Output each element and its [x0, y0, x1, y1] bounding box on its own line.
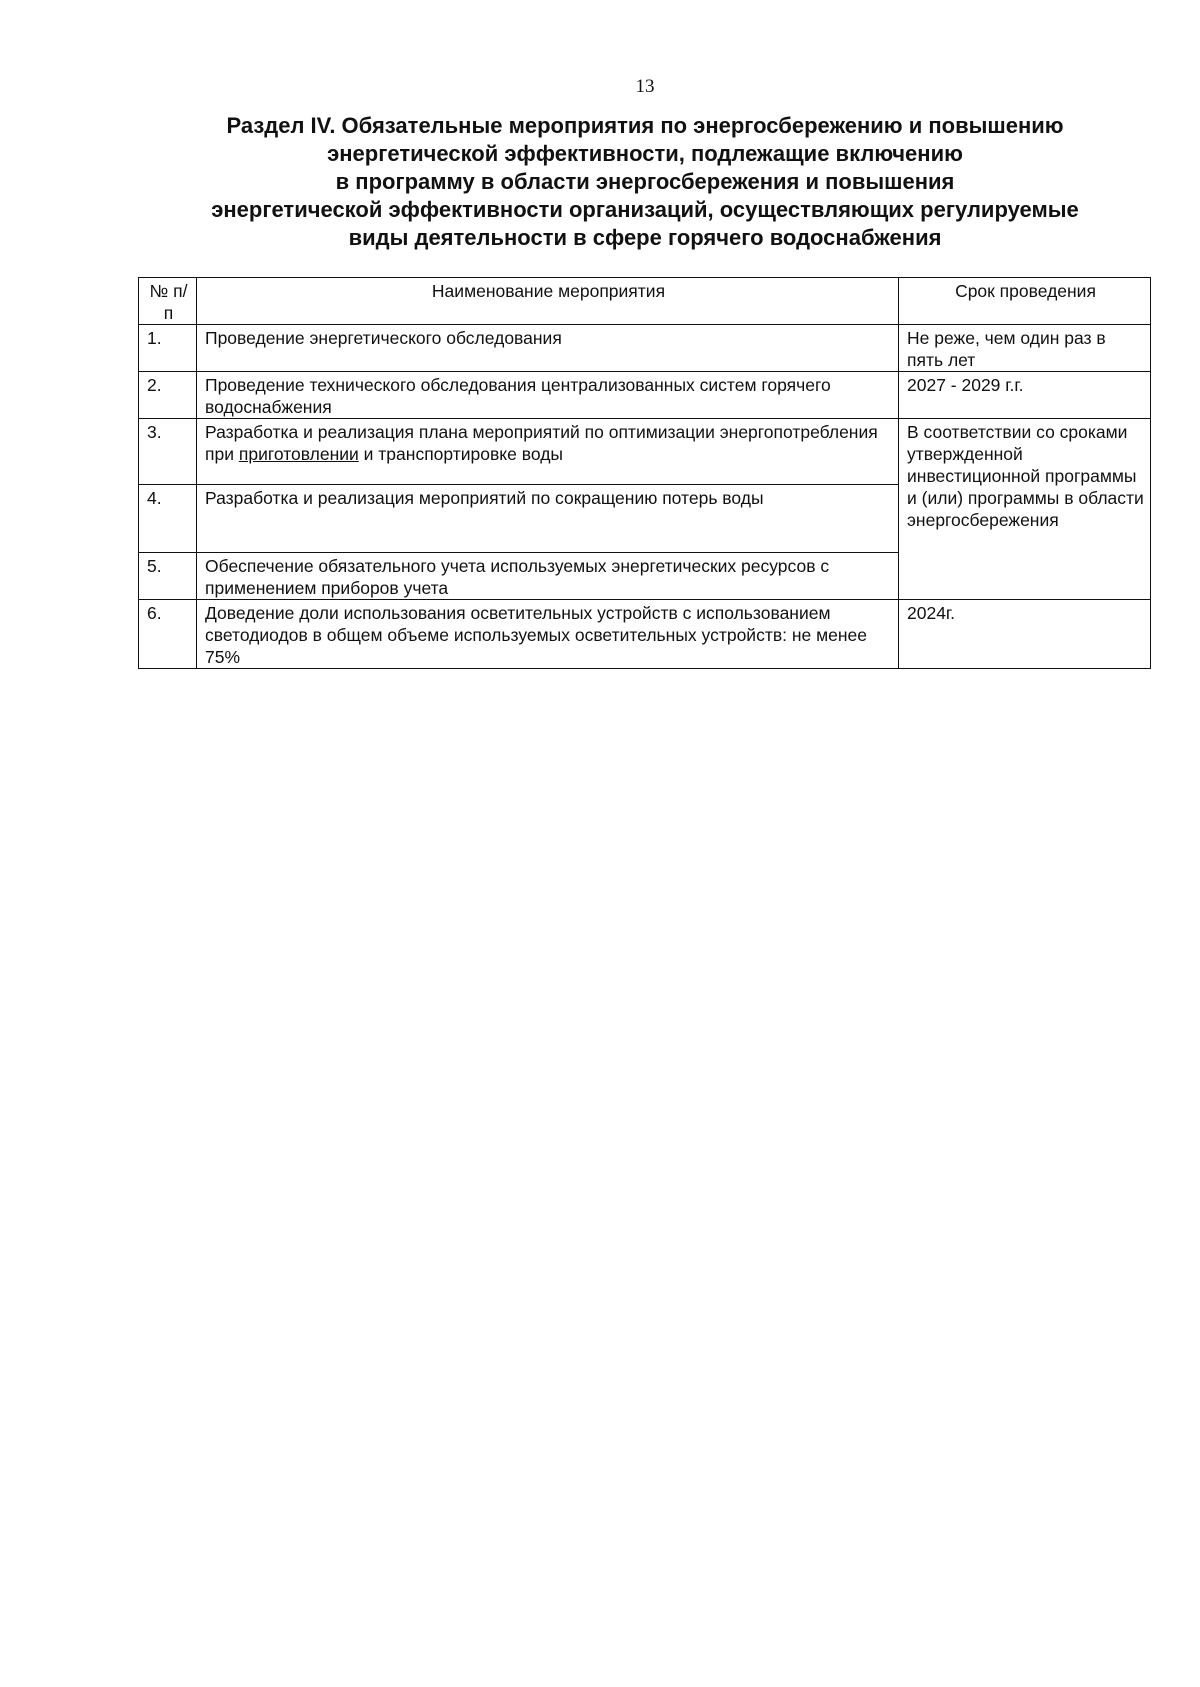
table-row	[139, 325, 1151, 372]
table-row	[139, 419, 1151, 485]
row-term-merged: В соответствии со сроками утвержденной инвестиционной программы и (или) программы в области энергосбережения	[899, 419, 1151, 600]
row-number: 3.	[139, 419, 197, 485]
row-measure-name-part: и транспортировке воды	[358, 444, 563, 464]
section-title-line: в программу в области энергосбережения и повышения	[335, 169, 955, 194]
row-measure-name: Доведение доли использования осветительных устройств с использованием светодиодов в общем объеме используемых осветительных устройств: не менее 75%	[197, 600, 899, 669]
row-term: 2027 - 2029 г.г.	[899, 372, 1151, 419]
row-measure-name: Обеспечение обязательного учета используемых энергетических ресурсов с применением приборов учета	[197, 553, 899, 600]
row-measure-name: Разработка и реализация мероприятий по сокращению потерь воды	[197, 485, 899, 553]
row-number: 4.	[139, 485, 197, 553]
header-measure-name: Наименование мероприятия	[197, 278, 899, 325]
header-term: Срок проведения	[899, 278, 1151, 325]
section-title-line: энергетической эффективности, подлежащие включению	[327, 141, 963, 166]
section-title	[150, 112, 1140, 252]
section-title-line: энергетической эффективности организаций, осуществляющих регулируемые	[211, 197, 1079, 222]
page-number: 13	[635, 76, 655, 97]
row-term: 2024г.	[899, 600, 1151, 669]
row-term: Не реже, чем один раз в пять лет	[899, 325, 1151, 372]
measures-table	[138, 277, 1151, 669]
row-number: 1.	[139, 325, 197, 372]
row-measure-name-part: Разработка и реализация плана мероприятий по оптимизации энергопотребления при	[205, 422, 878, 464]
section-title-line: Раздел IV. Обязательные мероприятия по энергосбережению и повышению	[226, 113, 1064, 138]
table-row	[139, 372, 1151, 419]
row-measure-name-underlined: приготовлении	[238, 444, 359, 464]
row-measure-name: Проведение энергетического обследования	[197, 325, 899, 372]
table-header-row	[139, 278, 1151, 325]
table-row	[139, 600, 1151, 669]
row-number: 2.	[139, 372, 197, 419]
row-measure-name: Проведение технического обследования централизованных систем горячего водоснабжения	[197, 372, 899, 419]
section-title-line: виды деятельности в сфере горячего водоснабжения	[348, 225, 942, 250]
header-number: № п/п	[139, 278, 197, 325]
row-measure-name	[197, 419, 899, 485]
row-number: 6.	[139, 600, 197, 669]
row-number: 5.	[139, 553, 197, 600]
